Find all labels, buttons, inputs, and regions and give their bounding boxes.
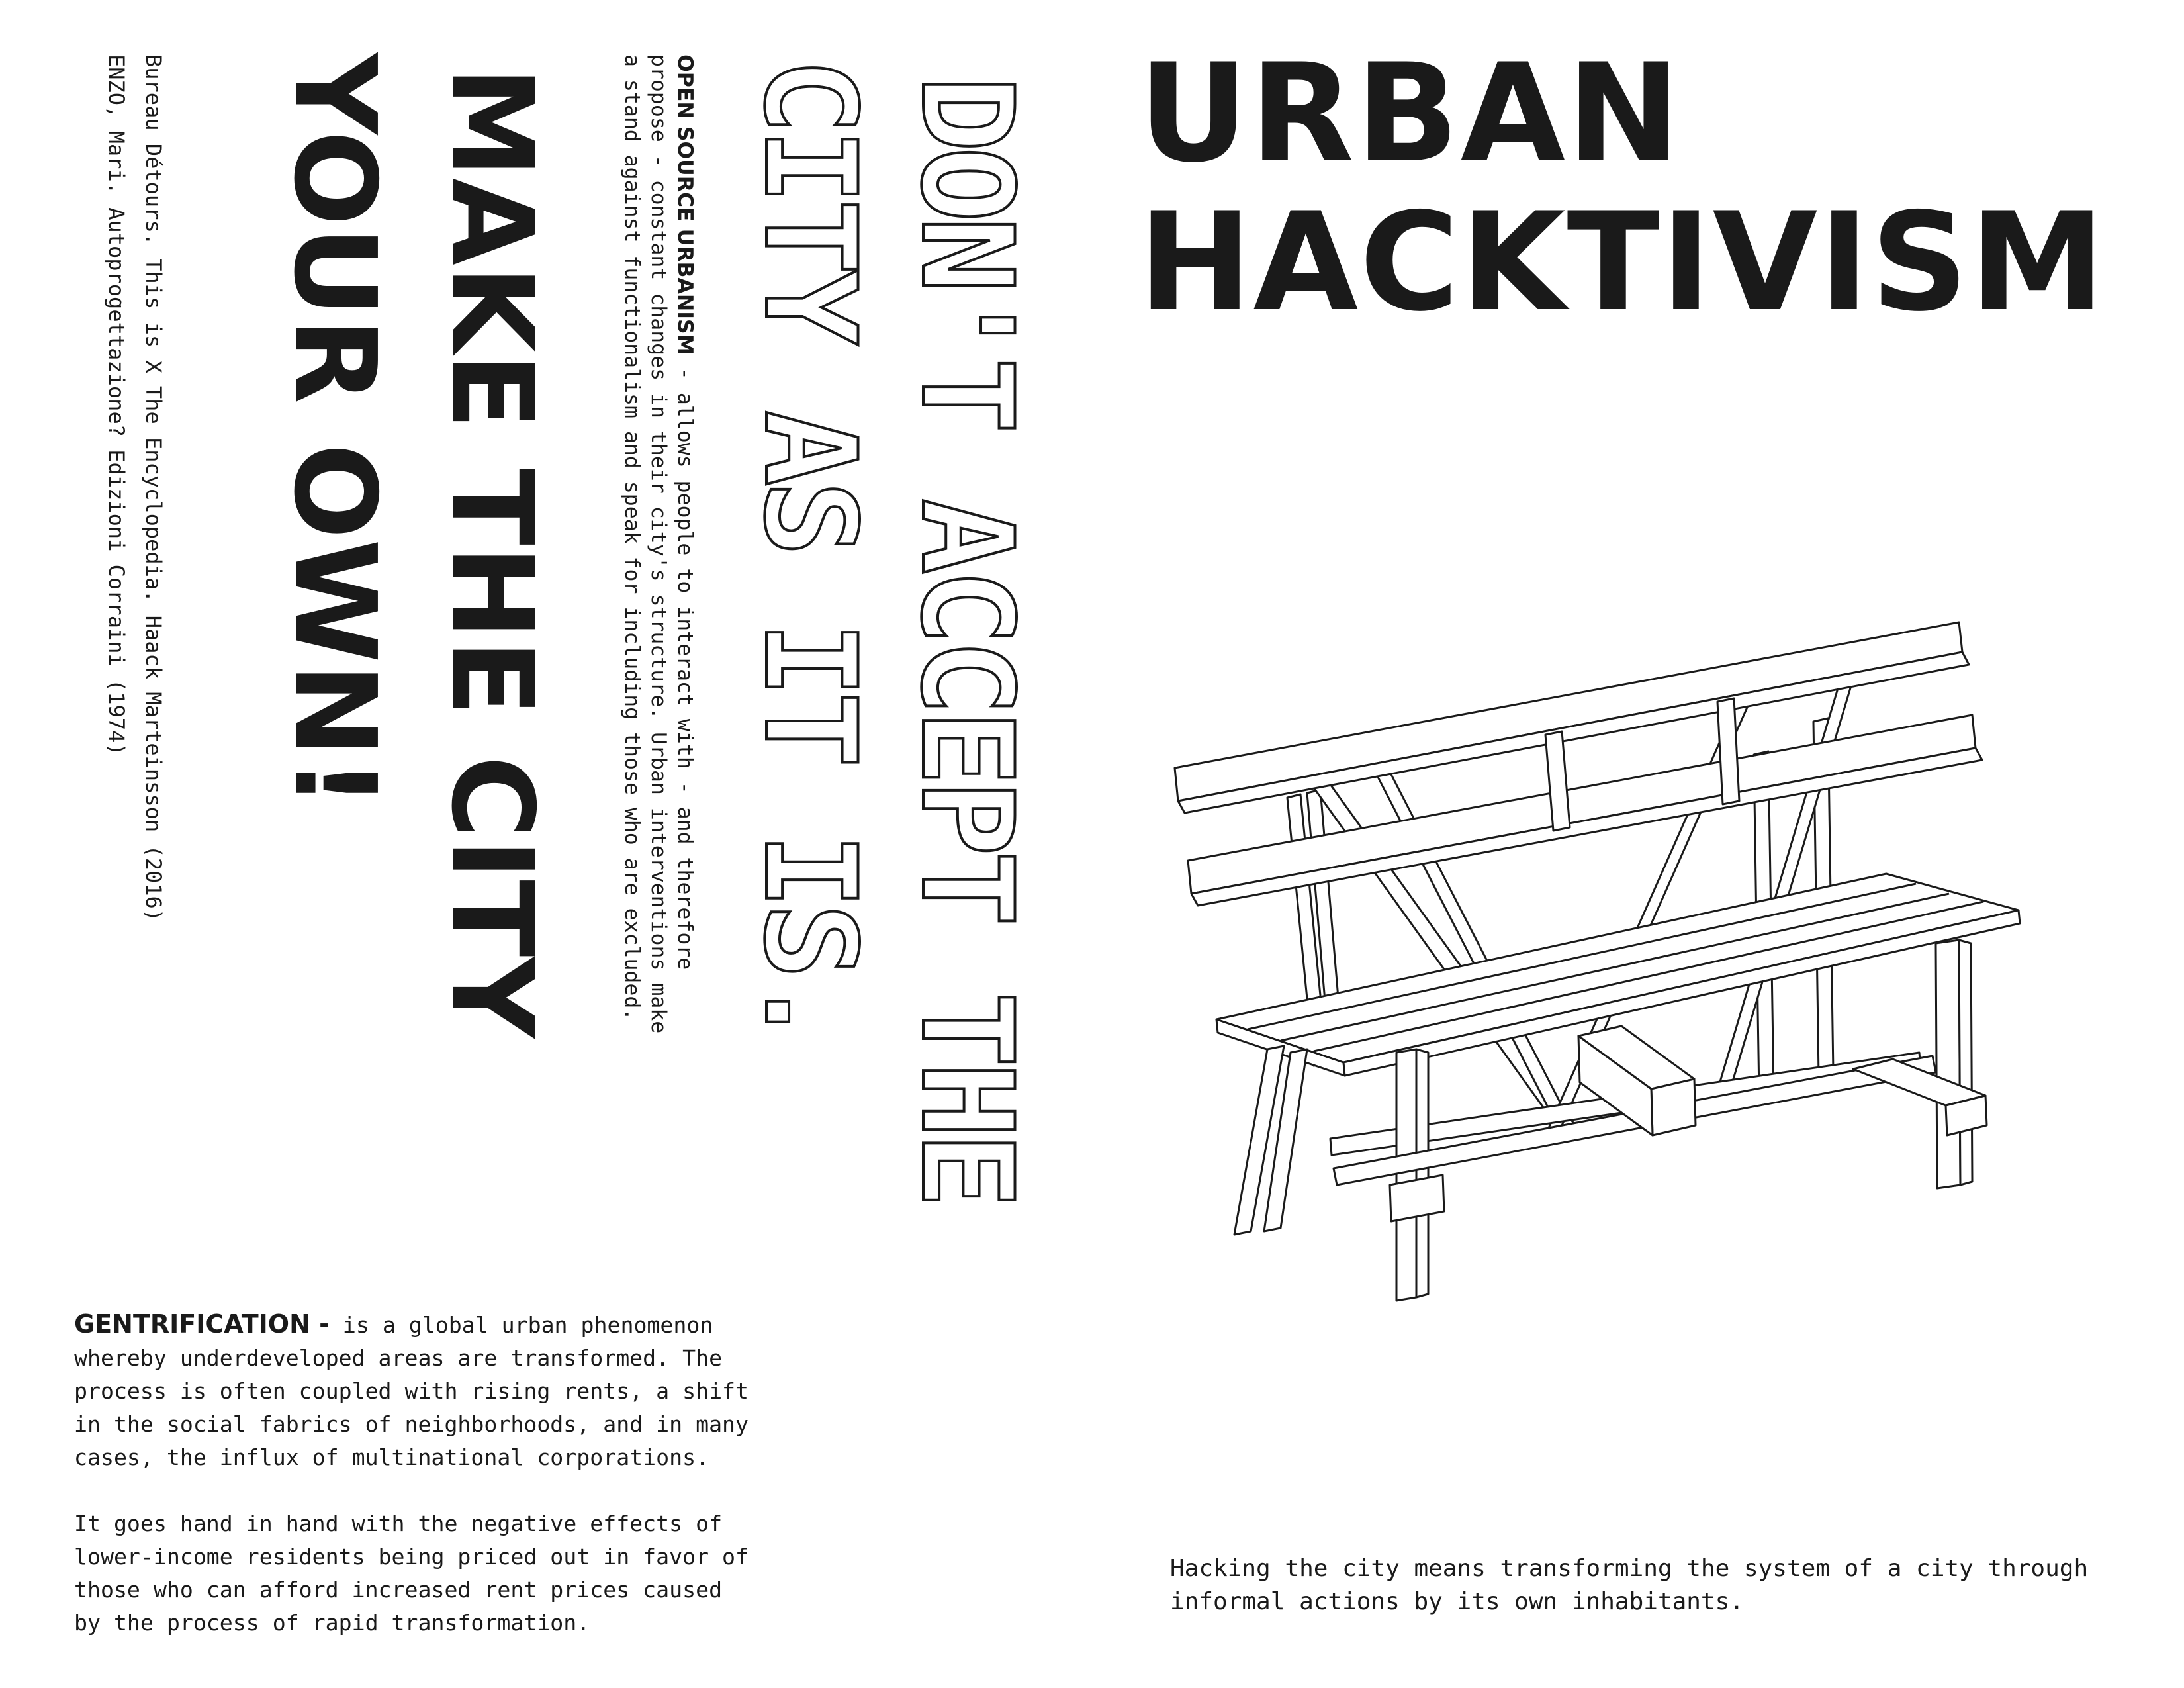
gentrification-paragraph-2: It goes hand in hand with the negative effects of lower-income residents being priced out in favor of those who can afford increased rent prices caused by the process of rapid transformation. [74,1511,749,1636]
slogan-outline-line-1: DON'T ACCEPT THE [893,76,1040,1203]
open-source-term: OPEN SOURCE URBANISM [673,54,697,355]
cover-title [1138,35,2107,342]
cover-title-line-2: HACKTIVISM [1138,184,2107,342]
reference-item: Bureau Détours. This is X The Encyclopedia. Haack Marteinsson (2016) [141,54,166,922]
gentrification-paragraph-1 [74,1307,848,1474]
open-source-urbanism-text [619,54,698,1033]
slogan-bold-line-1: MAKE THE CITY [426,66,557,1039]
open-source-line-2: propose - constant changes in their city's structure. Urban interventions make [647,54,670,1034]
gentrification-body-1: is a global urban phenomenon whereby underdeveloped areas are transformed. The process is often coupled with rising rents, a shift in the social fabrics of neighborhoods, and in many cases, the influx of multinational corporations. [74,1312,749,1470]
slogan-bold-line-2: YOUR OWN! [269,53,400,809]
gentrification-term: GENTRIFICATION - [74,1309,330,1338]
references [98,54,172,921]
open-source-line-1 [672,54,698,1033]
cover-caption: Hacking the city means transforming the system of a city through informal actions by its own inhabitants. [1170,1555,2089,1615]
bench-illustration [1165,616,2124,1311]
gentrification-text [74,1307,848,1640]
slogan-outline-line-2: CITY AS IT IS. [737,58,883,1045]
reference-item: ENZO, Mari. Autoprogettazione? Edizioni Corraini (1974) [104,54,129,756]
open-source-line-3: a stand against functionalism and speak for including those who are excluded. [620,54,644,1021]
open-source-lead: - allows people to interact with - and therefore [673,354,697,970]
cover-title-line-1: URBAN [1138,35,1682,193]
